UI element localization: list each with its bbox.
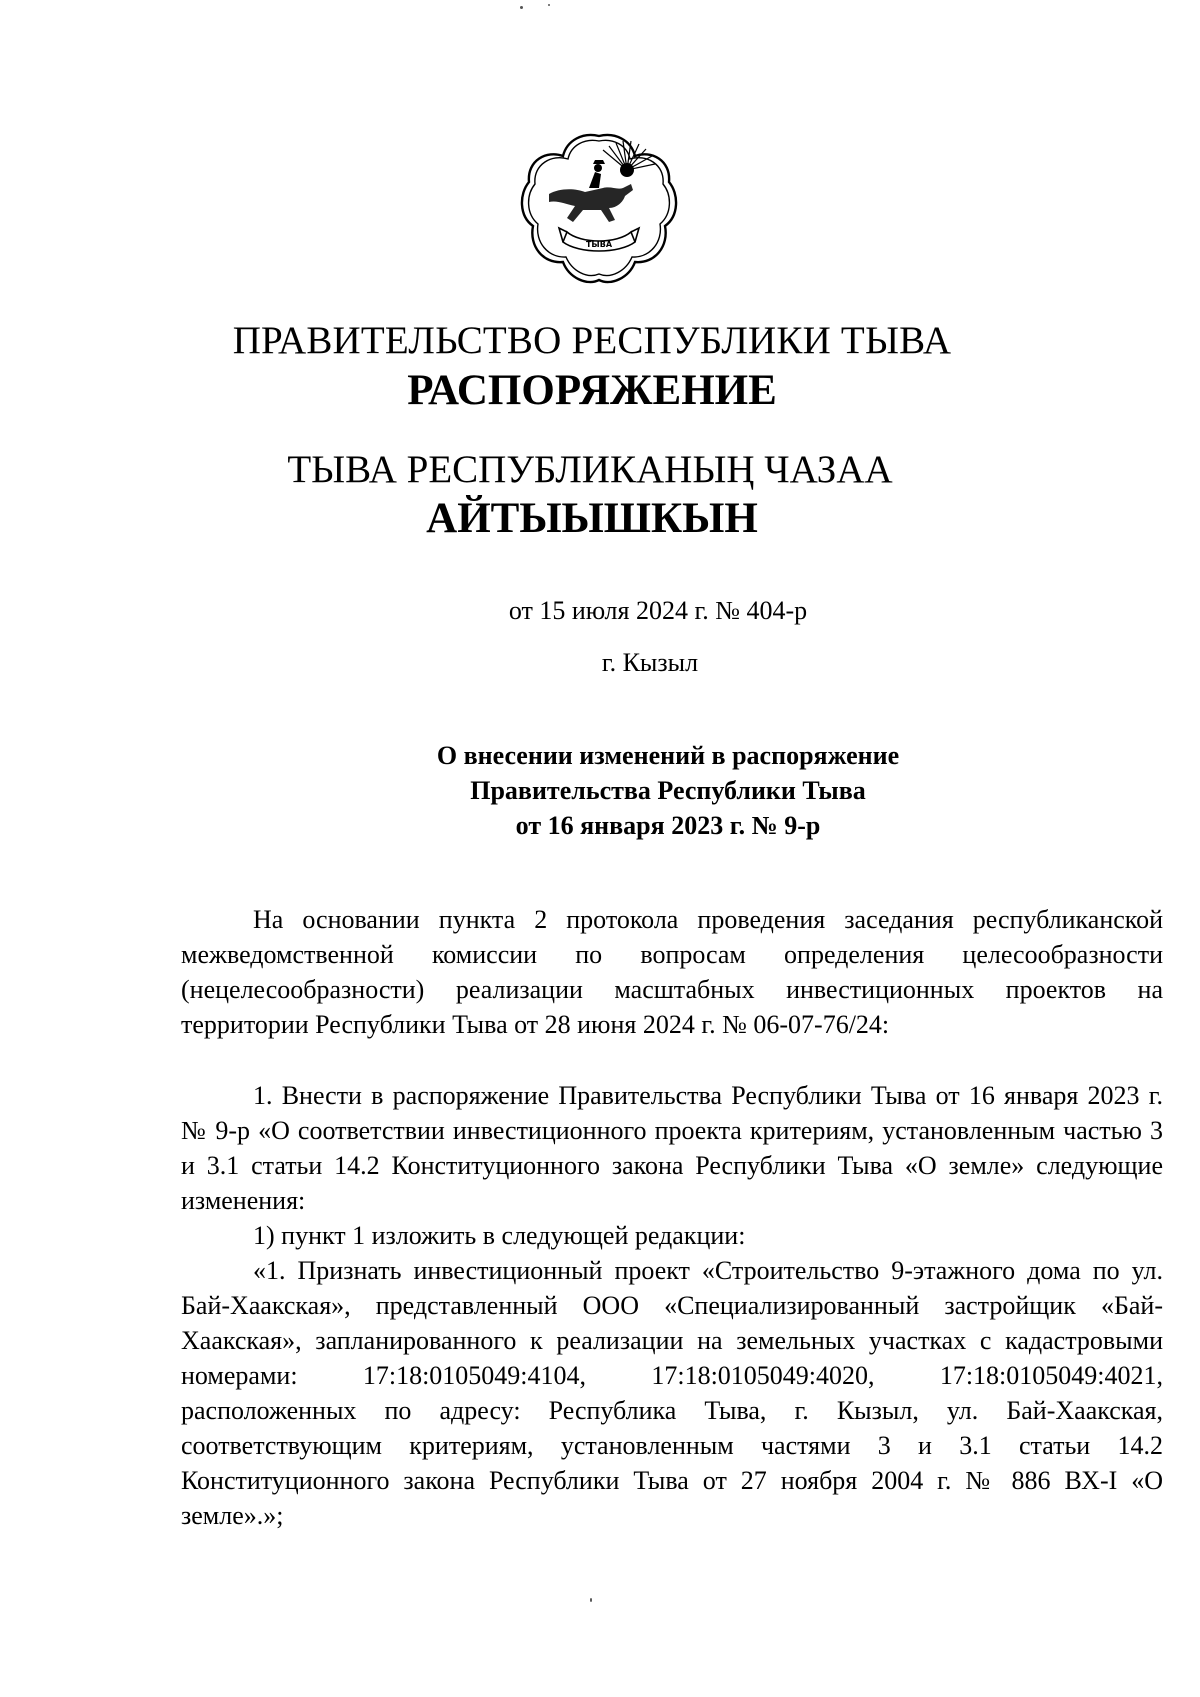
emblem-ribbon-text: ТЫВА xyxy=(585,240,613,249)
government-title-ru: ПРАВИТЕЛЬСТВО РЕСПУБЛИКИ ТЫВА xyxy=(232,319,952,362)
scan-speck xyxy=(548,4,550,6)
preamble-paragraph: На основании пункта 2 протокола проведения заседания республиканской межведомственной комиссии по вопросам определения целесообразности (нецелесообразности) реализации масштабных инвестиционных проектов на территории Республики Тыва от 28 июня 2024 г. № 06-07-76/24: xyxy=(181,905,1163,1039)
scan-speck xyxy=(520,6,523,9)
subject-line: Правительства Республики Тыва xyxy=(470,776,866,805)
date-and-number: от 15 июля 2024 г. № 404-р xyxy=(508,596,808,625)
tuva-emblem-icon xyxy=(519,128,679,288)
subitem-1-paragraph: 1) пункт 1 изложить в следующей редакции: xyxy=(253,1221,746,1250)
subject-line: от 16 января 2023 г. № 9-р xyxy=(515,811,821,840)
item-1-paragraph: 1. Внести в распоряжение Правительства Республики Тыва от 16 января 2023 г. № 9-р «О соответствии инвестиционного проекта критериям, установленным частью 3 и 3.1 статьи 14.2 Конституционного закона Республики Тыва «О земле» следующие изменения: xyxy=(181,1081,1163,1215)
document-body xyxy=(181,902,1163,1533)
government-title-tyv: ТЫВА РЕСПУБЛИКАНЫҢ ЧАЗАА xyxy=(287,448,893,491)
document-type-tyv: АЙТЫЫШКЫН xyxy=(426,495,758,542)
subject-line: О внесении изменений в распоряжение xyxy=(436,741,900,770)
document-type-ru: РАСПОРЯЖЕНИЕ xyxy=(407,367,777,414)
quoted-amendment-paragraph: «1. Признать инвестиционный проект «Строительство 9-этажного дома по ул. Бай-Хаакская», представленный ООО «Специализированный застройщик «Бай-Хаакская», запланированного к реализации на земельных участках с кадастровыми номерами: 17:18:0105049:4104, 17:18:0105049:4020, 17:18:0105049:4021, расположенных по адресу: Республика Тыва, г. Кызыл, ул. Бай-Хаакская, соответствующим критериям, установленным частями 3 и 3.1 статьи 14.2 Конституционного закона Республики Тыва от 27 ноября 2004 г. № 886 ВХ-I «О земле».»; xyxy=(181,1256,1163,1530)
scan-speck xyxy=(590,1598,592,1602)
document-subject xyxy=(0,738,1200,843)
city: г. Кызыл xyxy=(601,648,699,677)
